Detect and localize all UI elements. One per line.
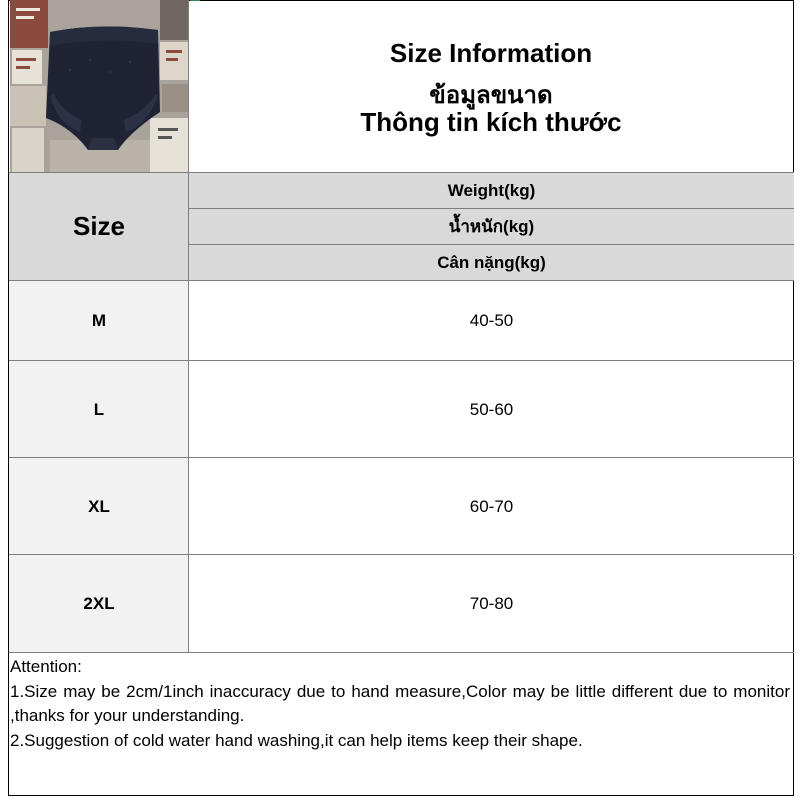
grid-line: [9, 280, 794, 281]
weight-header-vietnamese: Cân nặng(kg): [189, 245, 794, 280]
title-block: [189, 1, 793, 172]
grid-line: [9, 172, 794, 173]
product-photo: [10, 0, 188, 172]
attention-note-1: 1.Size may be 2cm/1inch inaccuracy due to hand measure,Color may be little different due to monitor ,thanks for your understanding.: [10, 681, 790, 725]
row-weight-l: 50-60: [469, 399, 514, 419]
grid-line: [9, 652, 794, 653]
attention-notes: [10, 655, 790, 753]
row-weight-m: 40-50: [469, 311, 514, 330]
grid-line: [9, 457, 794, 458]
attention-note-2: 2.Suggestion of cold water hand washing,it can help items keep their shape.: [10, 730, 583, 750]
grid-line: [9, 554, 794, 555]
title-english: Size Information: [389, 38, 593, 68]
row-size-m: M: [9, 281, 189, 361]
attention-heading: Attention:: [10, 657, 82, 676]
grid-line: [9, 360, 794, 361]
weight-header-english: Weight(kg): [189, 173, 794, 208]
grid-line: [189, 244, 794, 245]
row-size-l: L: [9, 361, 189, 458]
grid-line: [188, 0, 189, 652]
row-size-2xl: 2XL: [9, 555, 189, 652]
grid-line: [189, 208, 794, 209]
weight-header-thai: น้ำหนัก(kg): [189, 209, 794, 244]
title-vietnamese: Thông tin kích thước: [360, 107, 622, 137]
title-thai: ข้อมูลขนาด: [429, 82, 553, 109]
shapewear-brief-image: [10, 0, 188, 172]
row-weight-xl: 60-70: [469, 496, 514, 516]
size-column-header: Size: [9, 173, 189, 280]
row-weight-2xl: 70-80: [469, 593, 514, 613]
row-size-xl: XL: [9, 458, 189, 555]
